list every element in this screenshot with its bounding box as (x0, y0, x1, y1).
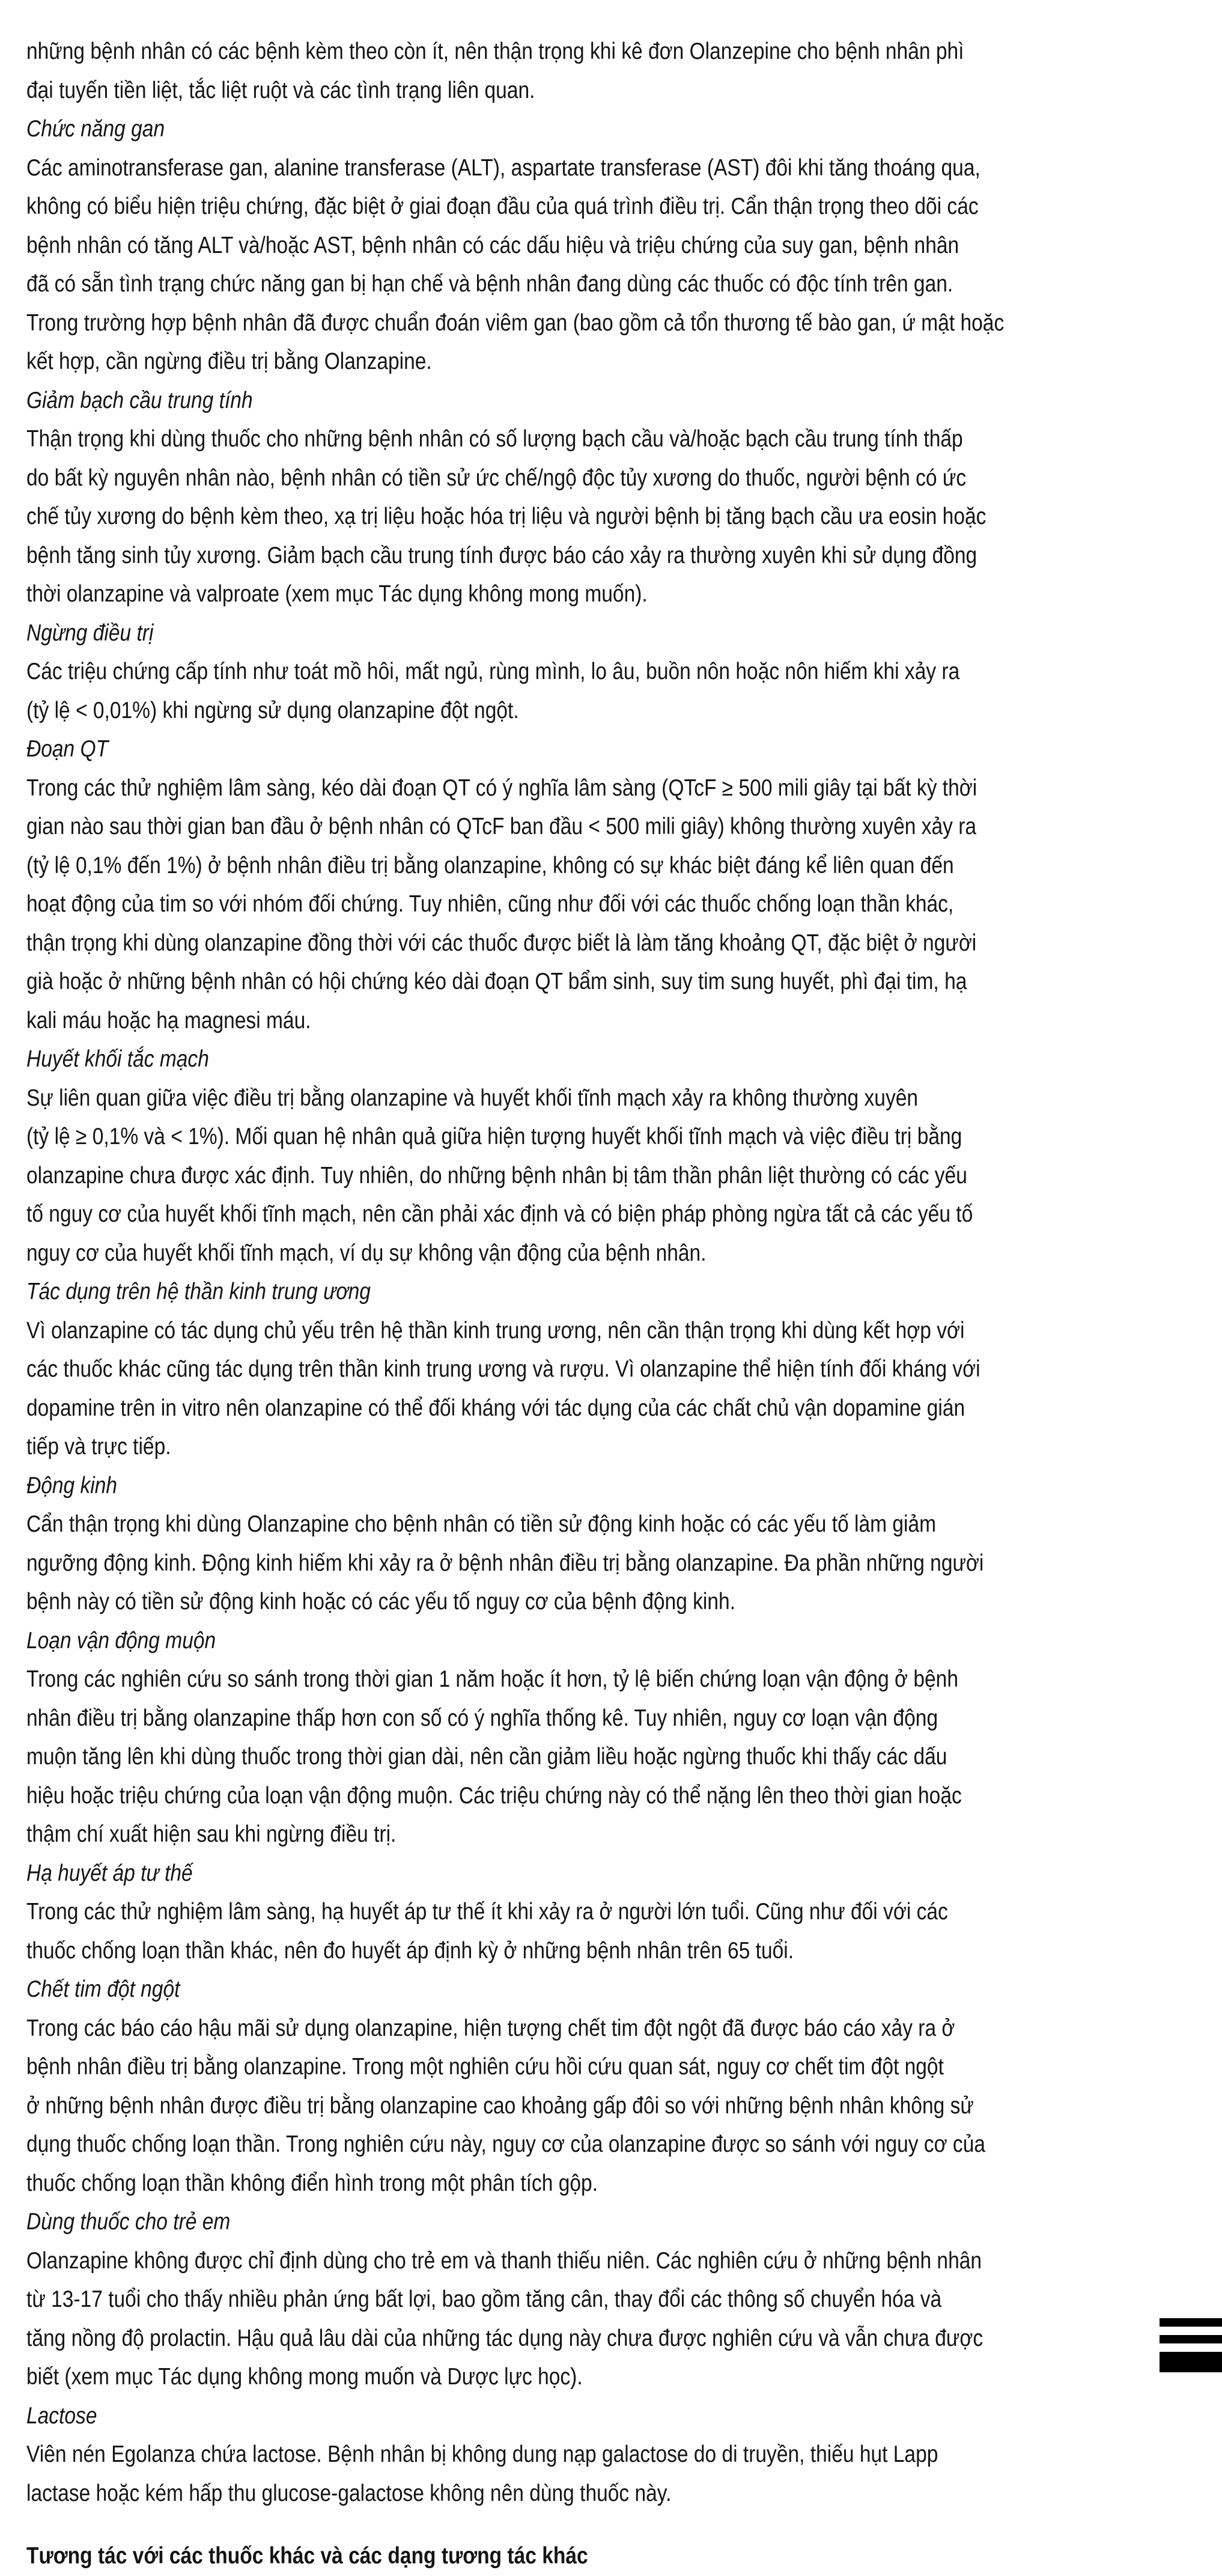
section-heading: Chức năng gan (26, 116, 165, 142)
sections (26, 110, 1109, 2513)
text-line: gian nào sau thời gian ban đầu ở bệnh nhân có QTcF ban đầu < 500 mili giây) không thường xuyên xảy ra (26, 814, 977, 839)
text-line: nhân điều trị bằng olanzapine thấp hơn con số có ý nghĩa thống kê. Tuy nhiên, nguy cơ loạn vận động (26, 1705, 938, 1731)
text-line: thời olanzapine và valproate (xem mục Tác dụng không mong muốn). (26, 581, 648, 607)
text-line: (tỷ lệ ≥ 0,1% và < 1%). Mối quan hệ nhân quả giữa hiện tượng huyết khối tĩnh mạch và việc điều trị bằng (26, 1124, 962, 1149)
text-line: tố nguy cơ của huyết khối tĩnh mạch, nên cần phải xác định và có biện pháp phòng ngừa tất cả các yếu tố (26, 1201, 973, 1227)
section-block (26, 1970, 1109, 2203)
text-line: đã có sẵn tình trạng chức năng gan bị hạn chế và bệnh nhân đang dùng các thuốc có độc tính trên gan. (26, 271, 953, 297)
text-line: ngưỡng động kinh. Động kinh hiếm khi xảy ra ở bệnh nhân điều trị bằng olanzapine. Đa phần những người (26, 1550, 984, 1576)
opening-paragraph (26, 32, 1109, 110)
marker-bar (1160, 2318, 1222, 2327)
text-line: không có biểu hiện triệu chứng, đặc biệt ở giai đoạn đầu của quá trình điều trị. Cẩn thận trọng theo dõi các (26, 193, 979, 219)
text-line: các thuốc khác cũng tác dụng trên thần kinh trung ương và rượu. Vì olanzapine thể hiện tính đối kháng với (26, 1356, 980, 1382)
text-line: tăng nồng độ prolactin. Hậu quả lâu dài của những tác dụng này chưa được nghiên cứu và vẫn chưa được (26, 2325, 983, 2351)
text-line: hiệu hoặc triệu chứng của loạn vận động muộn. Các triệu chứng này có thể nặng lên theo thời gian hoặc (26, 1782, 962, 1809)
text-line: Cẩn thận trọng khi dùng Olanzapine cho bệnh nhân có tiền sử động kinh hoặc có các yếu tố làm giảm (26, 1511, 937, 1537)
section-block (26, 1622, 1109, 1854)
section-block (26, 614, 1109, 731)
section-block (26, 382, 1109, 614)
section-heading: Tác dụng trên hệ thần kinh trung ương (26, 1279, 371, 1305)
text-line: già hoặc ở những bệnh nhân có hội chứng kéo dài đoạn QT bẩm sinh, suy tim sung huyết, phì đại tim, hạ (26, 969, 967, 994)
section-heading: Hạ huyết áp tư thế (26, 1860, 193, 1886)
text-line: kết hợp, cần ngừng điều trị bằng Olanzapine. (26, 349, 432, 374)
section-heading: Ngừng điều trị (26, 620, 154, 646)
text-line: bệnh nhân điều trị bằng olanzapine. Trong một nghiên cứu hồi cứu quan sát, nguy cơ chết tim đột ngột (26, 2054, 944, 2080)
text-line: biết (xem mục Tác dụng không mong muốn và Dược lực học). (26, 2364, 583, 2390)
text-line: những bệnh nhân có các bệnh kèm theo còn ít, nên thận trọng khi kê đơn Olanzepine cho bệnh nhân phì (26, 38, 964, 64)
text-line: hoạt động của tim so với nhóm đối chứng. Tuy nhiên, cũng như đối với các thuốc chống loạn thần khác, (26, 891, 954, 917)
section-block (26, 1854, 1109, 1971)
next-section-title: Tương tác với các thuốc khác và các dạng tương tác khác (26, 2543, 588, 2569)
edge-marker-bars (1160, 2318, 1222, 2381)
text-line: nguy cơ của huyết khối tĩnh mạch, ví dụ sự không vận động của bệnh nhân. (26, 1240, 707, 1266)
text-line: Olanzapine không được chỉ định dùng cho trẻ em và thanh thiếu niên. Các nghiên cứu ở những bệnh nhân (26, 2247, 982, 2274)
section-block (26, 2397, 1109, 2514)
text-line: lactase hoặc kém hấp thu glucose-galactose không nên dùng thuốc này. (26, 2480, 672, 2506)
text-line: thuốc chống loạn thần khác, nên đo huyết áp định kỳ ở những bệnh nhân trên 65 tuổi. (26, 1937, 794, 1964)
marker-bar (1160, 2335, 1222, 2343)
text-line: Trong các nghiên cứu so sánh trong thời gian 1 năm hoặc ít hơn, tỷ lệ biến chứng loạn vận động ở bệnh (26, 1666, 958, 1692)
text-line: (tỷ lệ < 0,01%) khi ngừng sử dụng olanzapine đột ngột. (26, 697, 519, 723)
document-page (26, 32, 1109, 2576)
section-heading: Loạn vận động muộn (26, 1627, 216, 1654)
section-block (26, 1467, 1109, 1622)
text-line: bệnh nhân có tăng ALT và/hoặc AST, bệnh nhân có các dấu hiệu và triệu chứng của suy gan, bệnh nhân (26, 232, 959, 258)
text-line: dopamine trên in vitro nên olanzapine có thể đối kháng với tác dụng của các chất chủ vận dopamine gián (26, 1395, 965, 1421)
text-line: olanzapine chưa được xác định. Tuy nhiên, do những bệnh nhân bị tâm thần phân liệt thường có các yếu (26, 1162, 967, 1189)
section-heading: Dùng thuốc cho trẻ em (26, 2209, 231, 2235)
section-block (26, 1040, 1109, 1273)
text-line: Trong các thử nghiệm lâm sàng, hạ huyết áp tư thế ít khi xảy ra ở người lớn tuổi. Cũng như đối với các (26, 1899, 948, 1925)
section-heading: Động kinh (26, 1472, 118, 1499)
text-line: Các triệu chứng cấp tính như toát mồ hôi, mất ngủ, rùng mình, lo âu, buồn nôn hoặc nôn hiếm khi xảy ra (26, 659, 960, 684)
text-line: (tỷ lệ 0,1% đến 1%) ở bệnh nhân điều trị bằng olanzapine, không có sự khác biệt đáng kể liên quan đến (26, 852, 954, 878)
section-heading: Chết tim đột ngột (26, 1976, 180, 2002)
marker-bar (1160, 2352, 1222, 2372)
text-line: Trong các thử nghiệm lâm sàng, kéo dài đoạn QT có ý nghĩa lâm sàng (QTcF ≥ 500 mili giây tại bất kỳ thời (26, 775, 977, 801)
section-heading: Đoạn QT (26, 736, 109, 762)
text-line: Sự liên quan giữa việc điều trị bằng olanzapine và huyết khối tĩnh mạch xảy ra không thường xuyên (26, 1085, 919, 1111)
text-line: muộn tăng lên khi dùng thuốc trong thời gian dài, nên cần giảm liều hoặc ngừng thuốc khi thấy các dấu (26, 1744, 947, 1770)
text-line: bệnh tăng sinh tủy xương. Giảm bạch cầu trung tính được báo cáo xảy ra thường xuyên khi sử dụng đồng (26, 542, 977, 568)
text-line: thận trọng khi dùng olanzapine đồng thời với các thuốc được biết là làm tăng khoảng QT, đặc biệt ở người (26, 930, 977, 956)
text-line: chế tủy xương do bệnh kèm theo, xạ trị liệu hoặc hóa trị liệu và người bệnh bị tăng bạch cầu ưa eosin hoặc (26, 504, 986, 529)
text-line: tiếp và trực tiếp. (26, 1434, 171, 1460)
section-block (26, 730, 1109, 1040)
section-block (26, 2203, 1109, 2397)
text-line: bệnh này có tiền sử động kinh hoặc có các yếu tố nguy cơ của bệnh động kinh. (26, 1589, 736, 1615)
text-line: do bất kỳ nguyên nhân nào, bệnh nhân có tiền sử ức chế/ngộ độc tủy xương do thuốc, người bệnh có ức (26, 464, 967, 491)
section-heading: Huyết khối tắc mạch (26, 1046, 209, 1072)
text-line: dụng thuốc chống loạn thần. Trong nghiên cứu này, nguy cơ của olanzapine được so sánh với nguy cơ của (26, 2131, 986, 2157)
text-line: thậm chí xuất hiện sau khi ngừng điều trị. (26, 1821, 397, 1847)
text-line: kali máu hoặc hạ magnesi máu. (26, 1007, 311, 1034)
text-line: thuốc chống loạn thần không điển hình trong một phân tích gộp. (26, 2170, 598, 2196)
text-line: Trong các báo cáo hậu mãi sử dụng olanzapine, hiện tượng chết tim đột ngột đã được báo cáo xảy ra ở (26, 2015, 955, 2041)
text-line: từ 13-17 tuổi cho thấy nhiều phản ứng bất lợi, bao gồm tăng cân, thay đổi các thông số chuyển hóa và (26, 2286, 942, 2312)
text-line: ở những bệnh nhân được điều trị bằng olanzapine cao khoảng gấp đôi so với những bệnh nhân không sử (26, 2092, 974, 2119)
text-line: Vì olanzapine có tác dụng chủ yếu trên hệ thần kinh trung ương, nên cần thận trọng khi dùng kết hợp với (26, 1317, 965, 1344)
text-line: Các aminotransferase gan, alanine transferase (ALT), aspartate transferase (AST) đôi khi tăng thoáng qua, (26, 154, 980, 181)
section-block (26, 1273, 1109, 1467)
text-line: Thận trọng khi dùng thuốc cho những bệnh nhân có số lượng bạch cầu và/hoặc bạch cầu trung tính thấp (26, 426, 963, 452)
text-line: Trong trường hợp bệnh nhân đã được chuẩn đoán viêm gan (bao gồm cả tổn thương tế bào gan, ứ mật hoặc (26, 309, 1005, 336)
section-block (26, 110, 1109, 382)
text-line: Viên nén Egolanza chứa lactose. Bệnh nhân bị không dung nạp galactose do di truyền, thiếu hụt Lapp (26, 2441, 938, 2467)
section-heading: Giảm bạch cầu trung tính (26, 387, 253, 413)
text-line: đại tuyến tiền liệt, tắc liệt ruột và các tình trạng liên quan. (26, 77, 535, 103)
section-heading: Lactose (26, 2402, 97, 2429)
